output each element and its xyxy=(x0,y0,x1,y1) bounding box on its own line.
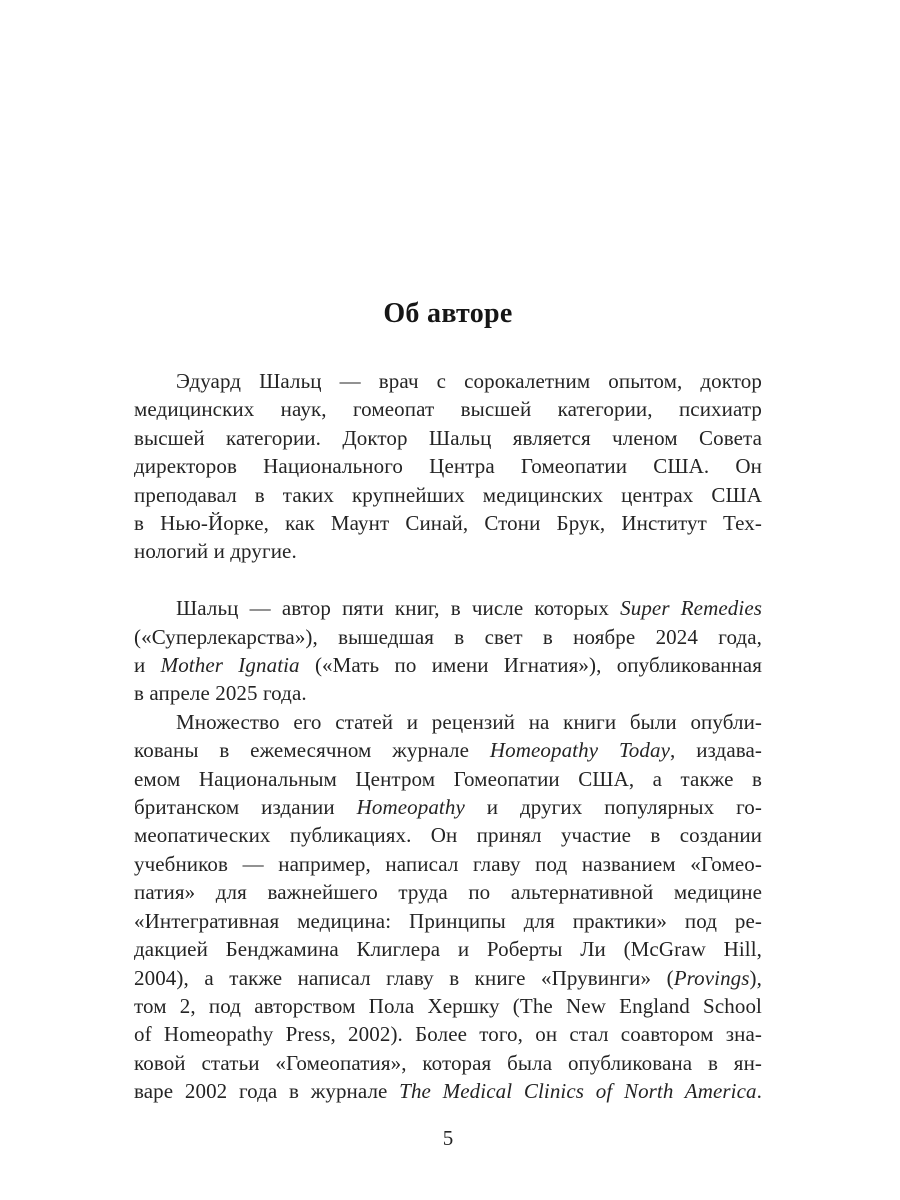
text-run: ), xyxy=(749,965,762,990)
italic-text-run: The Medical Clinics of North America xyxy=(399,1079,757,1104)
text-line xyxy=(134,935,762,963)
page-title: Об авторе xyxy=(383,298,513,329)
text-line xyxy=(134,850,762,878)
text-run: медицинских наук, гомеопат высшей категории, психиатр xyxy=(134,397,762,422)
text-run: Эдуард Шальц — врач с сорокалетним опытом, доктор xyxy=(176,369,762,393)
text-run: учебников — например, написал главу под названием «Гомео- xyxy=(134,851,762,876)
text-run: Множество его статей и рецензий на книги были опубли- xyxy=(176,709,762,734)
text-line xyxy=(134,537,762,565)
text-line xyxy=(134,679,762,707)
paragraph-1 xyxy=(134,367,762,566)
text-line xyxy=(134,452,762,480)
paragraph-2 xyxy=(134,594,762,708)
paragraph-3 xyxy=(134,708,762,1106)
italic-text-run: Provings xyxy=(673,965,750,990)
text-run: нологий и другие. xyxy=(134,539,297,564)
text-run: в Нью-Йорке, как Маунт Синай, Стони Брук, Институт Тех- xyxy=(134,511,762,536)
text-run: патия» для важнейшего труда по альтернативной медицине xyxy=(134,880,762,905)
text-run: ковой статьи «Гомеопатия», которая была опубликована в ян- xyxy=(134,1050,762,1075)
italic-text-run: Mother Ignatia xyxy=(160,653,300,678)
text-run: («Суперлекарства»), вышедшая в свет в ноябре 2024 года, xyxy=(134,624,762,649)
text-line xyxy=(134,424,762,452)
text-block xyxy=(134,367,762,1106)
text-line xyxy=(134,708,762,736)
text-run: Шальц — автор пяти книг, в числе которых xyxy=(176,596,621,621)
text-run: . xyxy=(756,1079,762,1104)
text-run: преподавал в таких крупнейших медицинских центрах США xyxy=(134,482,762,507)
text-run: , издава- xyxy=(670,738,763,763)
text-line xyxy=(134,1020,762,1048)
text-line xyxy=(134,821,762,849)
text-line xyxy=(134,736,762,764)
text-line xyxy=(134,964,762,992)
text-run: британском издании xyxy=(134,795,357,820)
text-run: и других популярных го- xyxy=(464,795,762,820)
italic-text-run: Homeopathy xyxy=(356,795,465,820)
text-run: кованы в ежемесячном журнале xyxy=(134,738,490,763)
text-line xyxy=(134,878,762,906)
text-run: «Интегративная медицина: Принципы для практики» под ре- xyxy=(134,908,762,933)
italic-text-run: Homeopathy Today xyxy=(489,738,671,763)
text-run: варе 2002 года в журнале xyxy=(134,1079,400,1104)
italic-text-run: Super Remedies xyxy=(620,596,763,621)
text-run: of Homeopathy Press, 2002). Более того, он стал соавтором зна- xyxy=(134,1022,762,1047)
text-run: меопатических публикациях. Он принял участие в создании xyxy=(134,823,762,848)
text-line xyxy=(134,623,762,651)
text-line xyxy=(134,992,762,1020)
text-line xyxy=(134,481,762,509)
text-line xyxy=(134,395,762,423)
text-line xyxy=(134,509,762,537)
text-line xyxy=(134,765,762,793)
text-line xyxy=(134,367,762,395)
text-run: емом Национальным Центром Гомеопатии США, а также в xyxy=(134,766,762,791)
text-line xyxy=(134,1049,762,1077)
text-run: директоров Национального Центра Гомеопатии США. Он xyxy=(134,454,762,479)
text-line xyxy=(134,1077,762,1105)
text-run: дакцией Бенджамина Клиглера и Роберты Ли (McGraw Hill, xyxy=(134,937,762,962)
text-run: в апреле 2025 года. xyxy=(134,681,307,706)
text-run: 2004), а также написал главу в книге «Прувинги» ( xyxy=(134,965,674,990)
text-line xyxy=(134,907,762,935)
text-line xyxy=(134,793,762,821)
text-run: том 2, под авторством Пола Хершку (The New England School xyxy=(134,993,762,1018)
text-run: и xyxy=(134,653,161,678)
text-run: («Мать по имени Игнатия»), опубликованная xyxy=(299,653,762,678)
text-run: высшей категории. Доктор Шальц является членом Совета xyxy=(134,425,762,450)
page-number: 5 xyxy=(442,1126,454,1150)
text-line xyxy=(134,594,762,622)
text-line xyxy=(134,651,762,679)
